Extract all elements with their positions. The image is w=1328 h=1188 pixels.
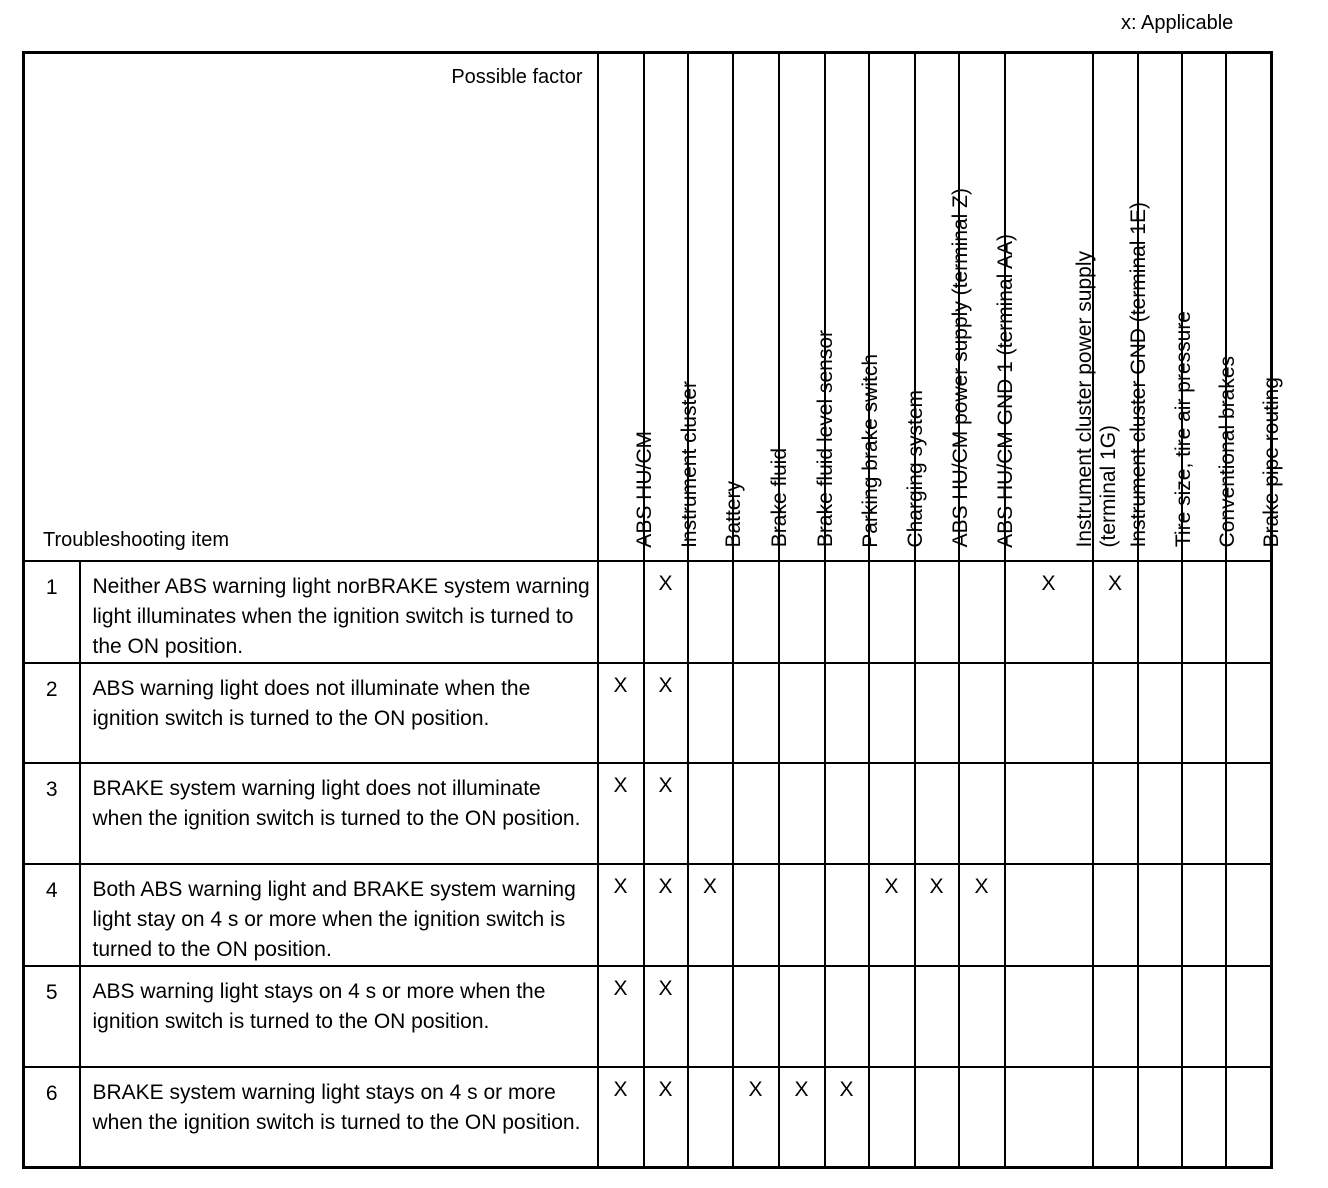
applicability-cell xyxy=(1182,561,1226,664)
applicability-cell xyxy=(1182,864,1226,967)
applicability-cell xyxy=(688,966,733,1066)
troubleshooting-item-label: Troubleshooting item xyxy=(43,528,230,551)
factor-label: Brake fluid level sensor xyxy=(813,330,837,548)
factor-header-1 xyxy=(644,53,701,561)
factor-label: Brake pipe routing xyxy=(1260,377,1284,548)
legend-applicable: x: Applicable xyxy=(1121,12,1234,34)
applicability-cell: X xyxy=(644,561,688,664)
table-row xyxy=(24,561,1272,664)
factor-header-4 xyxy=(779,53,837,561)
applicability-cell: X xyxy=(959,864,1005,967)
factor-header-8 xyxy=(959,53,1017,561)
row-number: 4 xyxy=(24,864,80,967)
row-number: 2 xyxy=(24,663,80,763)
row-number: 1 xyxy=(24,561,80,664)
applicability-cell xyxy=(598,561,644,664)
applicability-cell: X xyxy=(779,1067,825,1168)
applicability-cell xyxy=(1005,763,1093,863)
applicability-cell xyxy=(733,864,779,967)
applicability-cell xyxy=(915,1067,959,1168)
applicability-cell xyxy=(959,763,1005,863)
applicability-cell xyxy=(825,763,869,863)
applicability-cell xyxy=(1138,561,1182,664)
applicability-cell xyxy=(1005,864,1093,967)
applicability-cell xyxy=(1226,561,1272,664)
applicability-cell xyxy=(869,663,915,763)
applicability-cell xyxy=(1093,763,1138,863)
corner-header-cell xyxy=(24,53,598,561)
factor-label: ABS HU/CM GND 1 (terminal AA) xyxy=(993,233,1017,548)
applicability-cell xyxy=(959,1067,1005,1168)
row-number: 5 xyxy=(24,966,80,1066)
applicability-cell xyxy=(915,966,959,1066)
applicability-cell xyxy=(1005,1067,1093,1168)
factor-label: Parking brake switch xyxy=(858,353,882,548)
applicability-cell xyxy=(779,966,825,1066)
factor-label: Instrument cluster power supply (terminal 1G) xyxy=(1072,251,1120,548)
applicability-cell xyxy=(1182,1067,1226,1168)
factor-label: Instrument cluster xyxy=(677,380,701,548)
applicability-cell xyxy=(688,1067,733,1168)
troubleshooting-item-text: ABS warning light stays on 4 s or more when the ignition switch is turned to the ON position. xyxy=(80,966,598,1066)
applicability-cell xyxy=(1182,966,1226,1066)
applicability-cell xyxy=(869,561,915,664)
factor-header-6 xyxy=(869,53,927,561)
factor-label: ABS HU/CM xyxy=(632,430,656,548)
applicability-cell: X xyxy=(598,966,644,1066)
factor-label: Charging system xyxy=(903,389,927,548)
troubleshooting-item-text: Neither ABS warning light norBRAKE system warning light illuminates when the ignition switch is turned to the ON position. xyxy=(80,561,598,664)
applicability-cell xyxy=(1226,864,1272,967)
table-row xyxy=(24,663,1272,763)
applicability-cell xyxy=(869,1067,915,1168)
applicability-cell xyxy=(1093,966,1138,1066)
applicability-cell xyxy=(1226,763,1272,863)
applicability-cell: X xyxy=(869,864,915,967)
applicability-cell xyxy=(688,763,733,863)
factor-label: Instrument cluster GND (terminal 1E) xyxy=(1127,202,1150,548)
applicability-cell: X xyxy=(644,864,688,967)
applicability-cell xyxy=(688,561,733,664)
applicability-cell xyxy=(825,864,869,967)
applicability-cell: X xyxy=(644,663,688,763)
applicability-cell xyxy=(1093,864,1138,967)
applicability-cell: X xyxy=(644,1067,688,1168)
table-row xyxy=(24,763,1272,863)
factor-header-0 xyxy=(598,53,656,561)
applicability-cell xyxy=(1138,763,1182,863)
factor-header-13 xyxy=(1226,53,1284,561)
applicability-cell xyxy=(733,966,779,1066)
applicability-cell: X xyxy=(598,663,644,763)
applicability-cell xyxy=(915,561,959,664)
applicability-cell xyxy=(1093,1067,1138,1168)
applicability-cell xyxy=(688,663,733,763)
troubleshooting-item-text: ABS warning light does not illuminate when the ignition switch is turned to the ON position. xyxy=(80,663,598,763)
factor-label: ABS HU/CM power supply (terminal Z) xyxy=(948,188,972,548)
table-row xyxy=(24,864,1272,967)
applicability-cell xyxy=(915,663,959,763)
applicability-cell xyxy=(1138,966,1182,1066)
factor-header-12 xyxy=(1182,53,1239,561)
applicability-cell xyxy=(1226,1067,1272,1168)
applicability-cell xyxy=(1182,663,1226,763)
applicability-cell xyxy=(869,966,915,1066)
factor-label: Brake fluid xyxy=(767,448,791,548)
troubleshooting-matrix xyxy=(22,51,1284,1169)
applicability-cell xyxy=(959,663,1005,763)
troubleshooting-item-text: BRAKE system warning light stays on 4 s or more when the ignition switch is turned to the ON position. xyxy=(80,1067,598,1168)
applicability-cell xyxy=(825,663,869,763)
applicability-cell xyxy=(733,663,779,763)
applicability-cell xyxy=(825,966,869,1066)
factor-header-2 xyxy=(688,53,745,561)
applicability-cell xyxy=(1182,763,1226,863)
troubleshooting-item-text: BRAKE system warning light does not illuminate when the ignition switch is turned to the ON position. xyxy=(80,763,598,863)
applicability-cell xyxy=(1138,864,1182,967)
factor-header-7 xyxy=(915,53,972,561)
factor-label: Conventional brakes xyxy=(1215,356,1239,548)
row-number: 3 xyxy=(24,763,80,863)
applicability-cell: X xyxy=(915,864,959,967)
applicability-cell xyxy=(1226,966,1272,1066)
applicability-cell xyxy=(915,763,959,863)
matrix-body xyxy=(24,561,1272,1168)
applicability-cell: X xyxy=(688,864,733,967)
factor-label: Tire size, tire air pressure xyxy=(1171,311,1195,548)
applicability-cell xyxy=(1138,1067,1182,1168)
applicability-cell xyxy=(779,864,825,967)
applicability-cell xyxy=(825,561,869,664)
applicability-cell xyxy=(959,966,1005,1066)
applicability-cell xyxy=(1005,966,1093,1066)
header-row xyxy=(24,53,1272,561)
applicability-cell xyxy=(733,763,779,863)
factor-header-11 xyxy=(1138,53,1195,561)
applicability-cell: X xyxy=(1005,561,1093,664)
applicability-cell xyxy=(1005,663,1093,763)
applicability-cell: X xyxy=(598,1067,644,1168)
table-row xyxy=(24,966,1272,1066)
applicability-cell: X xyxy=(1093,561,1138,664)
factor-header-3 xyxy=(733,53,791,561)
troubleshooting-item-text: Both ABS warning light and BRAKE system warning light stay on 4 s or more when the ignition switch is turned to the ON position. xyxy=(80,864,598,967)
applicability-cell: X xyxy=(644,763,688,863)
applicability-cell xyxy=(1138,663,1182,763)
factor-header-5 xyxy=(825,53,882,561)
table-row xyxy=(24,1067,1272,1168)
row-number: 6 xyxy=(24,1067,80,1168)
applicability-cell xyxy=(733,561,779,664)
matrix-table xyxy=(22,51,1284,1169)
applicability-cell xyxy=(959,561,1005,664)
applicability-cell: X xyxy=(825,1067,869,1168)
applicability-cell xyxy=(869,763,915,863)
applicability-cell: X xyxy=(598,763,644,863)
factor-label: Battery xyxy=(722,480,745,548)
factor-header-10 xyxy=(1093,53,1150,561)
applicability-cell xyxy=(779,763,825,863)
applicability-cell xyxy=(1226,663,1272,763)
possible-factor-label: Possible factor xyxy=(451,66,583,88)
applicability-cell xyxy=(779,663,825,763)
applicability-cell: X xyxy=(644,966,688,1066)
applicability-cell xyxy=(779,561,825,664)
applicability-cell: X xyxy=(598,864,644,967)
factor-header-9 xyxy=(1005,53,1120,561)
applicability-cell xyxy=(1093,663,1138,763)
applicability-cell: X xyxy=(733,1067,779,1168)
